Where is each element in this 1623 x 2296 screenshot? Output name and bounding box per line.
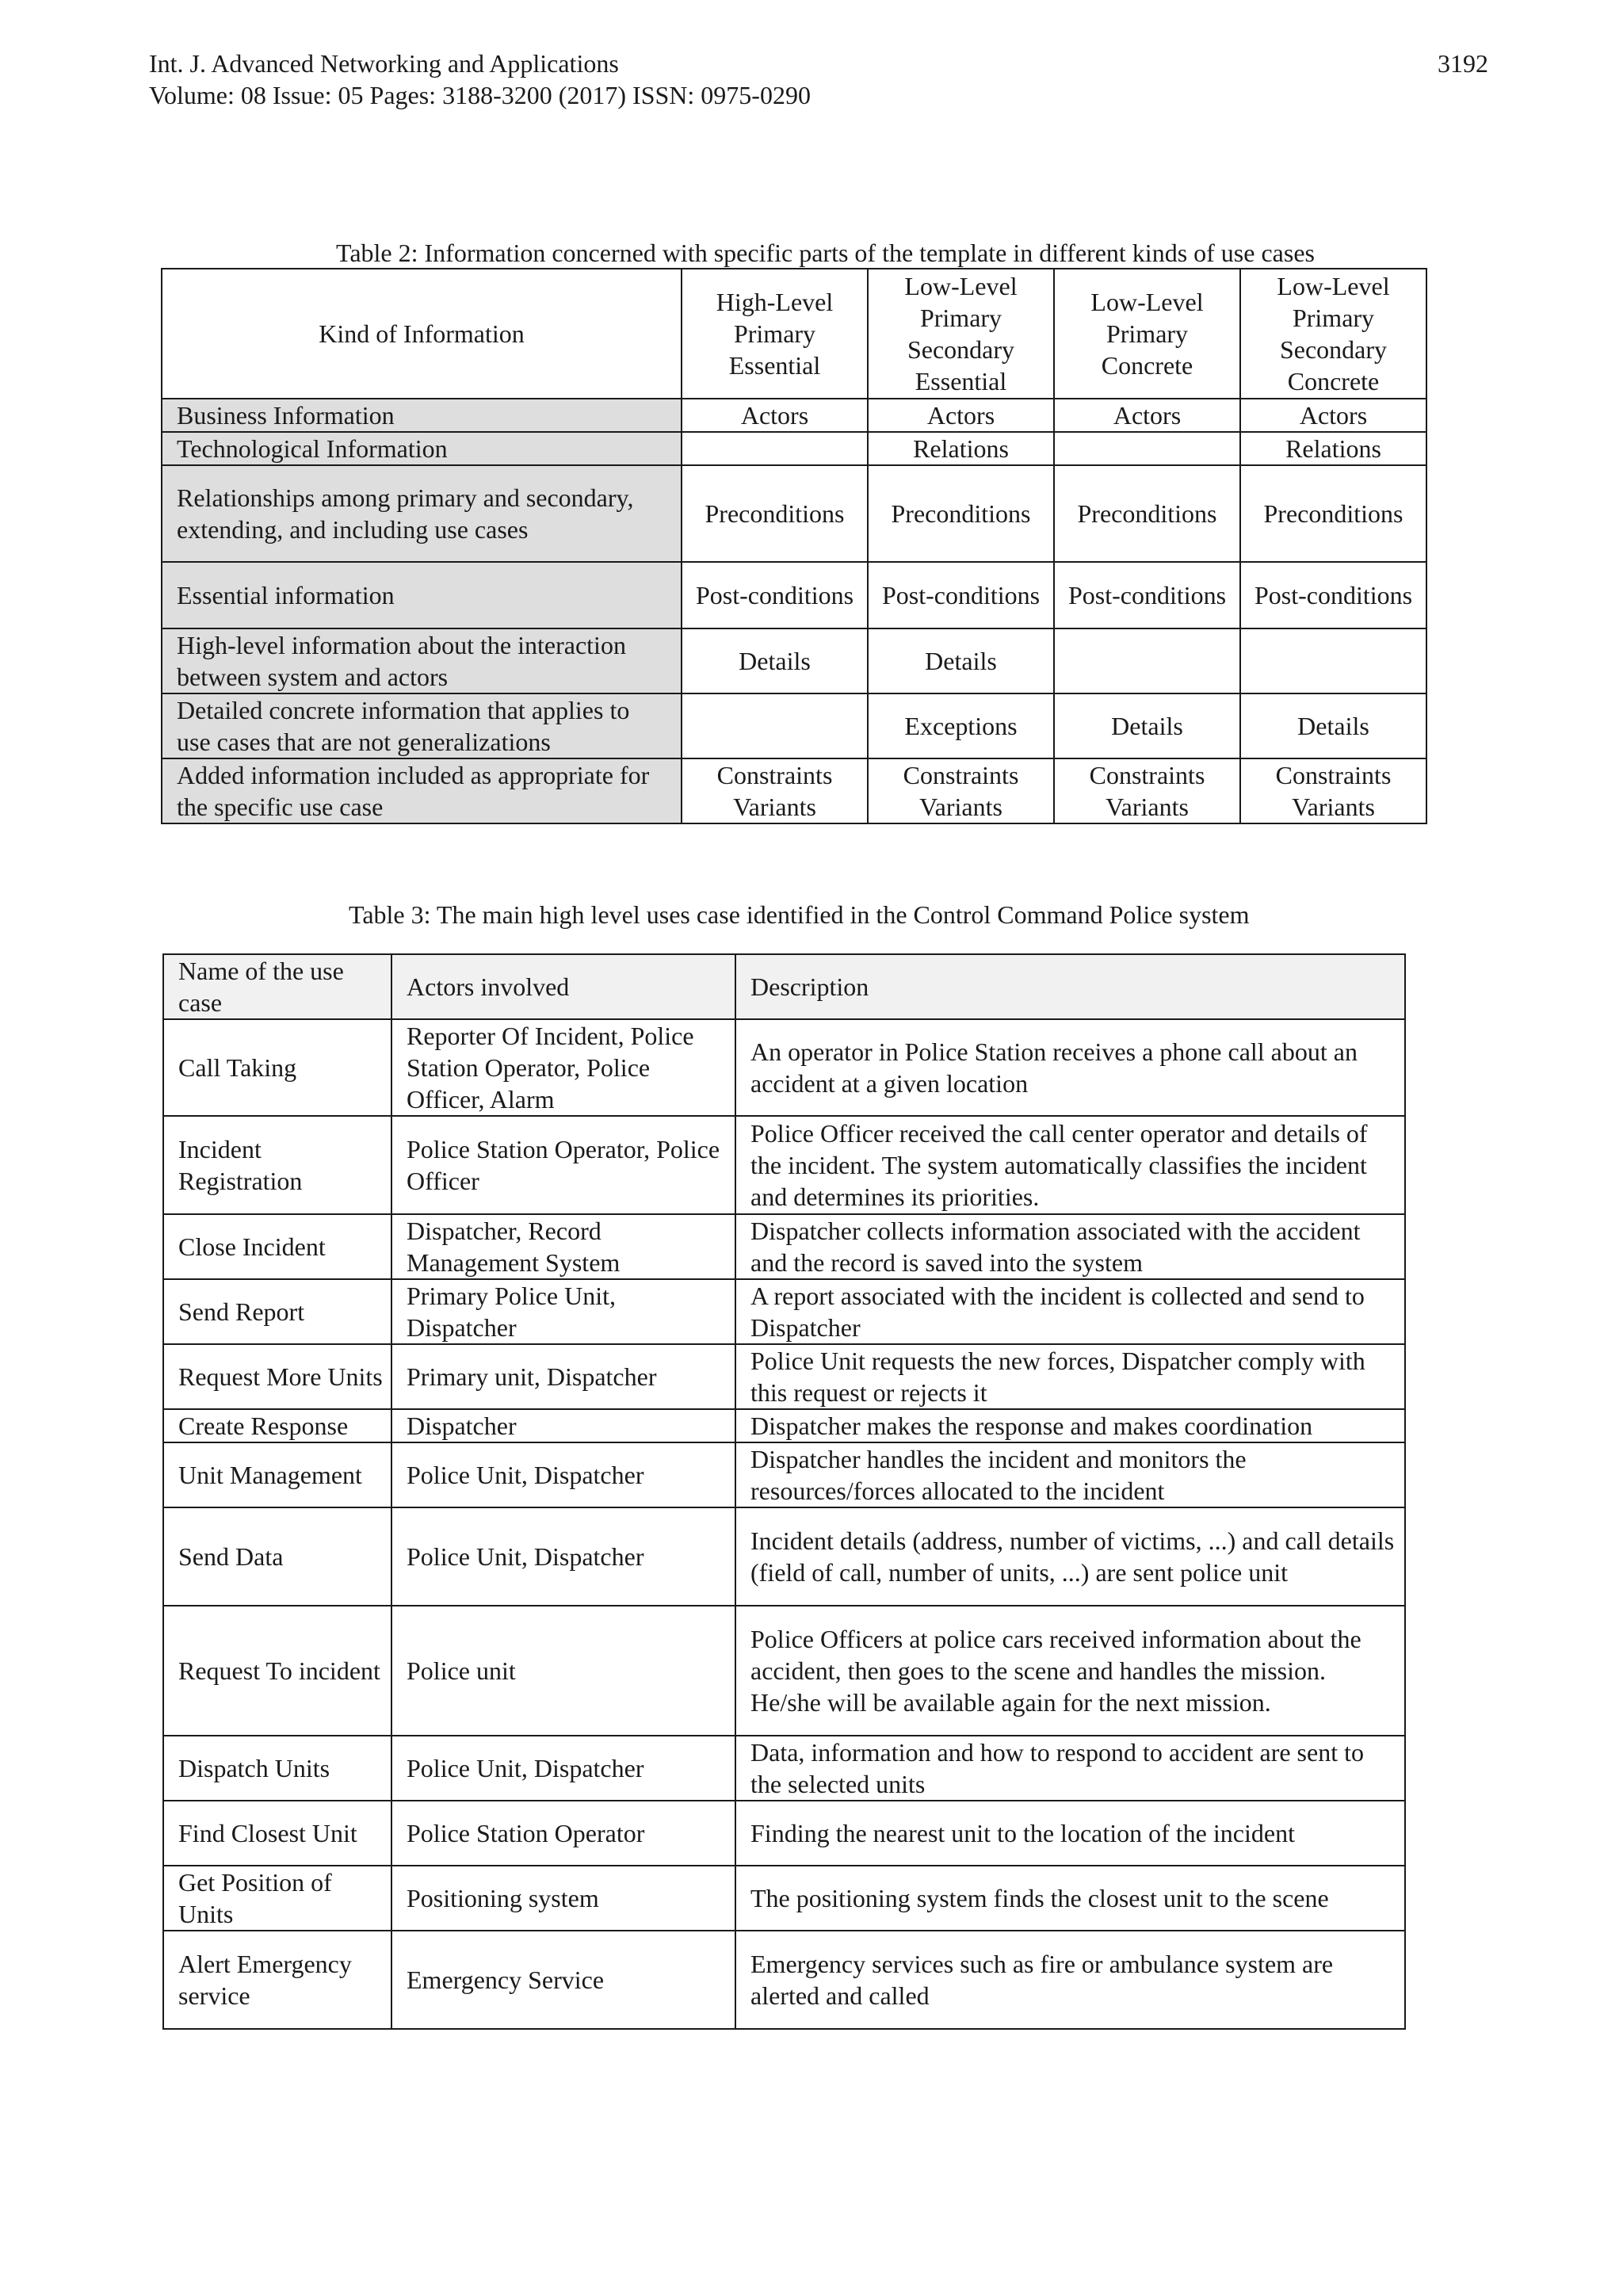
- use-case-name: Get Position of Units: [163, 1866, 391, 1931]
- table2-cell: Actors: [682, 399, 868, 432]
- use-case-description: Emergency services such as fire or ambulance system are alerted and called: [735, 1931, 1405, 2029]
- table2-cell: Constraints Variants: [868, 758, 1054, 823]
- use-case-description: Finding the nearest unit to the location of the incident: [735, 1801, 1405, 1866]
- table2-header-col: High-Level Primary Essential: [682, 269, 868, 399]
- table2-cell: [1054, 628, 1240, 693]
- table3-row: [163, 1019, 1405, 1116]
- table2-row: [162, 758, 1426, 823]
- table2-cell: Constraints Variants: [682, 758, 868, 823]
- table3-row: [163, 1606, 1405, 1736]
- table3-row: [163, 1736, 1405, 1801]
- journal-volume: Volume: 08 Issue: 05 Pages: 3188-3200 (2017) ISSN: 0975-0290: [149, 81, 811, 109]
- table2-cell: [682, 693, 868, 758]
- table2-row: [162, 628, 1426, 693]
- use-case-actors: Police unit: [391, 1606, 735, 1736]
- table2: [161, 268, 1427, 824]
- table3-row: [163, 1931, 1405, 2029]
- table2-row-kind: Relationships among primary and secondary, extending, and including use cases: [162, 465, 682, 562]
- table2-row: [162, 432, 1426, 465]
- table2-row-kind: Technological Information: [162, 432, 682, 465]
- use-case-name: Request More Units: [163, 1344, 391, 1409]
- use-case-description: Dispatcher makes the response and makes coordination: [735, 1409, 1405, 1442]
- table2-cell: Actors: [868, 399, 1054, 432]
- use-case-actors: Police Station Operator: [391, 1801, 735, 1866]
- table2-cell: Post-conditions: [1054, 562, 1240, 628]
- table2-cell: Actors: [1240, 399, 1426, 432]
- table2-cell: Preconditions: [1054, 465, 1240, 562]
- table2-cell: Details: [1054, 693, 1240, 758]
- table2-row: [162, 562, 1426, 628]
- use-case-actors: Dispatcher: [391, 1409, 735, 1442]
- table2-cell: Preconditions: [868, 465, 1054, 562]
- use-case-name: Call Taking: [163, 1019, 391, 1116]
- use-case-actors: Police Unit, Dispatcher: [391, 1507, 735, 1606]
- table2-header-col: Low-Level Primary Concrete: [1054, 269, 1240, 399]
- use-case-name: Incident Registration: [163, 1116, 391, 1214]
- table3-header-name: Name of the use case: [163, 954, 391, 1019]
- use-case-actors: Dispatcher, Record Management System: [391, 1214, 735, 1279]
- table2-cell: Actors: [1054, 399, 1240, 432]
- table2-cell: Relations: [1240, 432, 1426, 465]
- table2-header-col: Low-Level Primary Secondary Concrete: [1240, 269, 1426, 399]
- use-case-description: A report associated with the incident is collected and send to Dispatcher: [735, 1279, 1405, 1344]
- table2-cell: Post-conditions: [1240, 562, 1426, 628]
- table2-cell: Preconditions: [1240, 465, 1426, 562]
- use-case-actors: Police Station Operator, Police Officer: [391, 1116, 735, 1214]
- table2-header-row: [162, 269, 1426, 399]
- use-case-actors: Police Unit, Dispatcher: [391, 1736, 735, 1801]
- table2-cell: Post-conditions: [868, 562, 1054, 628]
- table2-cell: [682, 432, 868, 465]
- table2-row: [162, 465, 1426, 562]
- use-case-name: Close Incident: [163, 1214, 391, 1279]
- table3: [162, 953, 1406, 2030]
- use-case-description: Police Unit requests the new forces, Dispatcher comply with this request or rejects it: [735, 1344, 1405, 1409]
- use-case-name: Alert Emergency service: [163, 1931, 391, 2029]
- table3-row: [163, 1409, 1405, 1442]
- table2-row: [162, 693, 1426, 758]
- use-case-description: Police Officers at police cars received information about the accident, then goes to the scene and handles the mission. He/she will be available again for the next mission.: [735, 1606, 1405, 1736]
- use-case-description: Data, information and how to respond to accident are sent to the selected units: [735, 1736, 1405, 1801]
- use-case-name: Find Closest Unit: [163, 1801, 391, 1866]
- journal-title: Int. J. Advanced Networking and Applications: [149, 49, 619, 78]
- table3-caption: Table 3: The main high level uses case identified in the Control Command Police system: [349, 900, 1250, 929]
- page-number: 3192: [1438, 49, 1488, 78]
- table2-row-kind: Detailed concrete information that applies to use cases that are not generalizations: [162, 693, 682, 758]
- use-case-actors: Police Unit, Dispatcher: [391, 1442, 735, 1507]
- table2-cell: Exceptions: [868, 693, 1054, 758]
- use-case-actors: Positioning system: [391, 1866, 735, 1931]
- table2-cell: [1240, 628, 1426, 693]
- use-case-name: Send Report: [163, 1279, 391, 1344]
- table2-row-kind: High-level information about the interaction between system and actors: [162, 628, 682, 693]
- table2-row-kind: Added information included as appropriate for the specific use case: [162, 758, 682, 823]
- table2-row-kind: Business Information: [162, 399, 682, 432]
- use-case-actors: Emergency Service: [391, 1931, 735, 2029]
- table2-cell: Post-conditions: [682, 562, 868, 628]
- table2-cell: Relations: [868, 432, 1054, 465]
- table2-cell: Constraints Variants: [1240, 758, 1426, 823]
- use-case-name: Create Response: [163, 1409, 391, 1442]
- table3-row: [163, 1442, 1405, 1507]
- table2-header-kind: Kind of Information: [162, 269, 682, 399]
- table3-header-actors: Actors involved: [391, 954, 735, 1019]
- use-case-name: Dispatch Units: [163, 1736, 391, 1801]
- table3-row: [163, 1344, 1405, 1409]
- table2-cell: Details: [682, 628, 868, 693]
- use-case-actors: Primary unit, Dispatcher: [391, 1344, 735, 1409]
- table2-cell: Details: [868, 628, 1054, 693]
- use-case-description: An operator in Police Station receives a phone call about an accident at a given location: [735, 1019, 1405, 1116]
- table2-row: [162, 399, 1426, 432]
- table2-row-kind: Essential information: [162, 562, 682, 628]
- table3-row: [163, 1214, 1405, 1279]
- table2-cell: Constraints Variants: [1054, 758, 1240, 823]
- table3-row: [163, 1116, 1405, 1214]
- use-case-name: Request To incident: [163, 1606, 391, 1736]
- table3-header-description: Description: [735, 954, 1405, 1019]
- use-case-description: Dispatcher collects information associated with the accident and the record is saved into the system: [735, 1214, 1405, 1279]
- table2-cell: Preconditions: [682, 465, 868, 562]
- table3-row: [163, 1866, 1405, 1931]
- use-case-description: Police Officer received the call center operator and details of the incident. The system automatically classifies the incident and determines its priorities.: [735, 1116, 1405, 1214]
- use-case-actors: Reporter Of Incident, Police Station Operator, Police Officer, Alarm: [391, 1019, 735, 1116]
- use-case-description: The positioning system finds the closest unit to the scene: [735, 1866, 1405, 1931]
- table3-row: [163, 1279, 1405, 1344]
- use-case-actors: Primary Police Unit, Dispatcher: [391, 1279, 735, 1344]
- table2-caption: Table 2: Information concerned with specific parts of the template in different kinds of use cases: [336, 239, 1315, 267]
- table2-header-col: Low-Level Primary Secondary Essential: [868, 269, 1054, 399]
- use-case-name: Unit Management: [163, 1442, 391, 1507]
- page-header: [149, 48, 1488, 111]
- table2-cell: [1054, 432, 1240, 465]
- table3-row: [163, 1507, 1405, 1606]
- table3-header-row: [163, 954, 1405, 1019]
- table2-cell: Details: [1240, 693, 1426, 758]
- use-case-name: Send Data: [163, 1507, 391, 1606]
- use-case-description: Dispatcher handles the incident and monitors the resources/forces allocated to the incident: [735, 1442, 1405, 1507]
- table3-row: [163, 1801, 1405, 1866]
- use-case-description: Incident details (address, number of victims, ...) and call details (field of call, number of units, ...) are sent police unit: [735, 1507, 1405, 1606]
